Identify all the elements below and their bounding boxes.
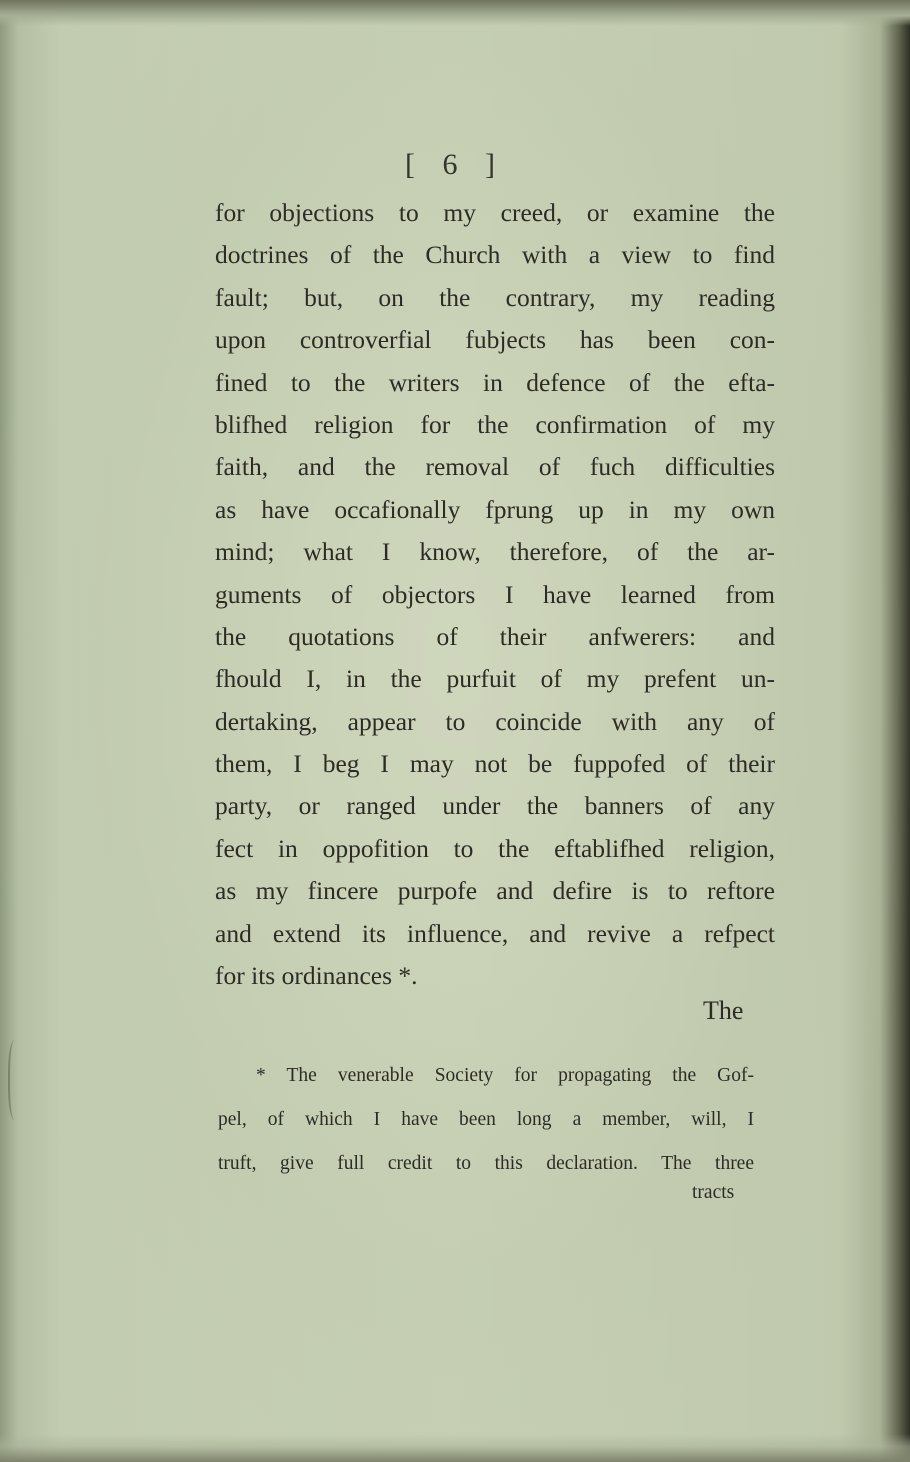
body-line: as have occafionally fprung up in my own <box>215 494 775 524</box>
body-line: doctrines of the Church with a view to find <box>215 240 775 270</box>
body-line: and extend its influence, and revive a refpect <box>215 918 775 948</box>
footnote-line: truft, give full credit to this declaration. The three <box>218 1153 754 1174</box>
footnote-line: * The venerable Society for propagating the Gof- <box>256 1065 754 1086</box>
body-line: upon controverfial fubjects has been con- <box>215 325 775 355</box>
body-line: blifhed religion for the confirmation of my <box>215 409 775 439</box>
body-line: guments of objectors I have learned from <box>215 579 775 609</box>
body-line: them, I beg I may not be fuppofed of their <box>215 749 775 779</box>
body-text <box>215 192 775 997</box>
body-line: fault; but, on the contrary, my reading <box>215 282 775 312</box>
page-number-header: [ 6 ] <box>405 148 505 181</box>
body-line: party, or ranged under the banners of any <box>215 791 775 821</box>
catchword: The <box>703 996 744 1025</box>
footnote <box>218 1054 754 1186</box>
body-line: fhould I, in the purfuit of my prefent un- <box>215 664 775 694</box>
body-line: fined to the writers in defence of the efta- <box>215 367 775 397</box>
page-crease <box>8 1040 24 1120</box>
footnote-line: pel, of which I have been long a member, will, I <box>218 1109 754 1130</box>
body-line: as my fincere purpofe and defire is to reftore <box>215 876 775 906</box>
body-line: dertaking, appear to coincide with any of <box>215 706 775 736</box>
body-line: the quotations of their anfwerers: and <box>215 621 775 651</box>
body-line: for its ordinances *. <box>215 961 418 991</box>
body-line: for objections to my creed, or examine the <box>215 198 775 227</box>
body-line: faith, and the removal of fuch difficulties <box>215 452 775 482</box>
body-line: mind; what I know, therefore, of the ar- <box>215 537 775 567</box>
footnote-catchword: tracts <box>692 1182 735 1203</box>
body-line: fect in oppofition to the eftablifhed religion, <box>215 833 775 863</box>
